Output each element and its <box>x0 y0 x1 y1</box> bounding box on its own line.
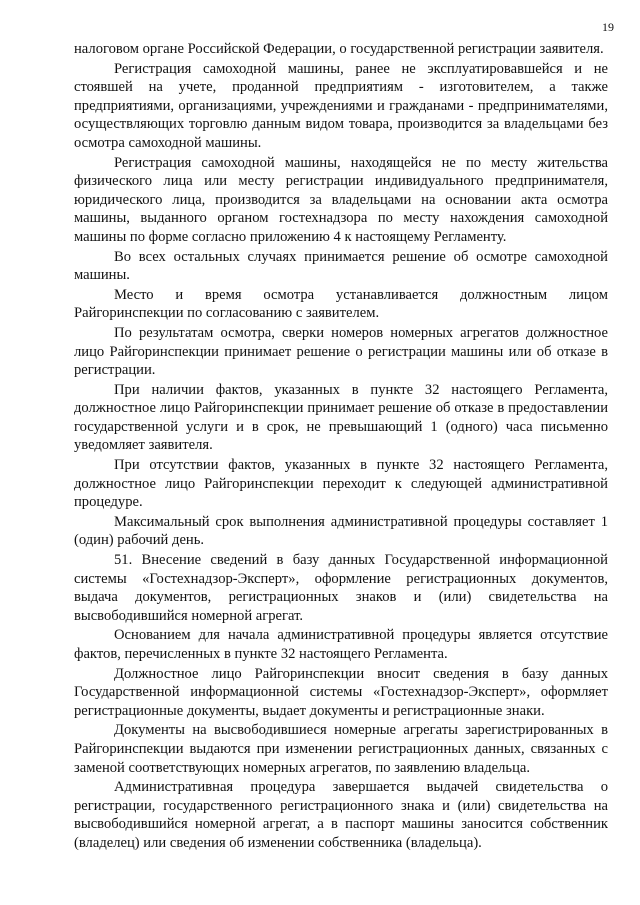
paragraph-12: Должностное лицо Райгоринспекции вносит сведения в базу данных Государственной информационной системы «Гостехнадзор-Эксперт», оформляет регистрационные документы, выдает документы и регистрационные знаки. <box>74 665 608 719</box>
paragraph-13: Документы на высвободившиеся номерные агрегаты зарегистрированных в Райгоринспекции выдаются при изменении регистрационных данных, связанных с заменой соответствующих номерных агрегатов, по заявлению владельца. <box>74 722 608 776</box>
paragraph-7: При наличии фактов, указанных в пункте 32 настоящего Регламента, должностное лицо Райгоринспекции принимает решение об отказе в предоставлении государственной услуги и в срок, не превышающий 1 (одного) часа письменно уведомляет заявителя. <box>74 381 608 454</box>
paragraph-9: Максимальный срок выполнения административной процедуры составляет 1 (один) рабочий день. <box>74 513 608 549</box>
paragraph-11: Основанием для начала административной процедуры является отсутствие фактов, перечисленных в пункте 32 настоящего Регламента. <box>74 627 608 662</box>
paragraph-4: Во всех остальных случаях принимается решение об осмотре самоходной машины. <box>74 248 608 284</box>
document-body <box>74 40 608 854</box>
paragraph-14: Административная процедура завершается выдачей свидетельства о регистрации, государственного регистрационного знака и (или) свидетельства на высвободившийся номерной агрегат, а в паспорт машины заносится собственник (владелец) или сведения об изменении собственника (владельца). <box>74 779 608 851</box>
paragraph-3: Регистрация самоходной машины, находящейся не по месту жительства физического лица или месту регистрации индивидуального предпринимателя, юридического лица, производится за владельцами на основании акта осмотра машины, выданного органом гостехнадзора по месту нахождения самоходной машины по форме согласно приложению 4 к настоящему Регламенту. <box>74 154 608 245</box>
paragraph-1: налоговом органе Российской Федерации, о государственной регистрации заявителя. <box>74 41 604 57</box>
paragraph-2: Регистрация самоходной машины, ранее не эксплуатировавшейся и не стоявшей на учете, проданной предприятиям - изготовителем, а также предприятиями, организациями, учреждениями и гражданами - предпринимателями, осуществляющих торговлю данным видом товара, производится за владельцами без осмотра самоходной машины. <box>74 60 608 151</box>
paragraph-8: При отсутствии фактов, указанных в пункте 32 настоящего Регламента, должностное лицо Райгоринспекции переходит к следующей административной процедуре. <box>74 457 608 511</box>
paragraph-5: Место и время осмотра устанавливается должностным лицом Райгоринспекции по согласованию с заявителем. <box>74 286 608 322</box>
page-number: 19 <box>602 20 614 34</box>
paragraph-6: По результатам осмотра, сверки номеров номерных агрегатов должностное лицо Райгоринспекции принимает решение о регистрации машины или об отказе в регистрации. <box>74 324 608 379</box>
paragraph-10: 51. Внесение сведений в базу данных Государственной информационной системы «Гостехнадзор-Эксперт», оформление регистрационных документов, выдача документов, регистрационных знаков и (или) свидетельства на высвободившийся номерной агрегат. <box>74 552 608 624</box>
